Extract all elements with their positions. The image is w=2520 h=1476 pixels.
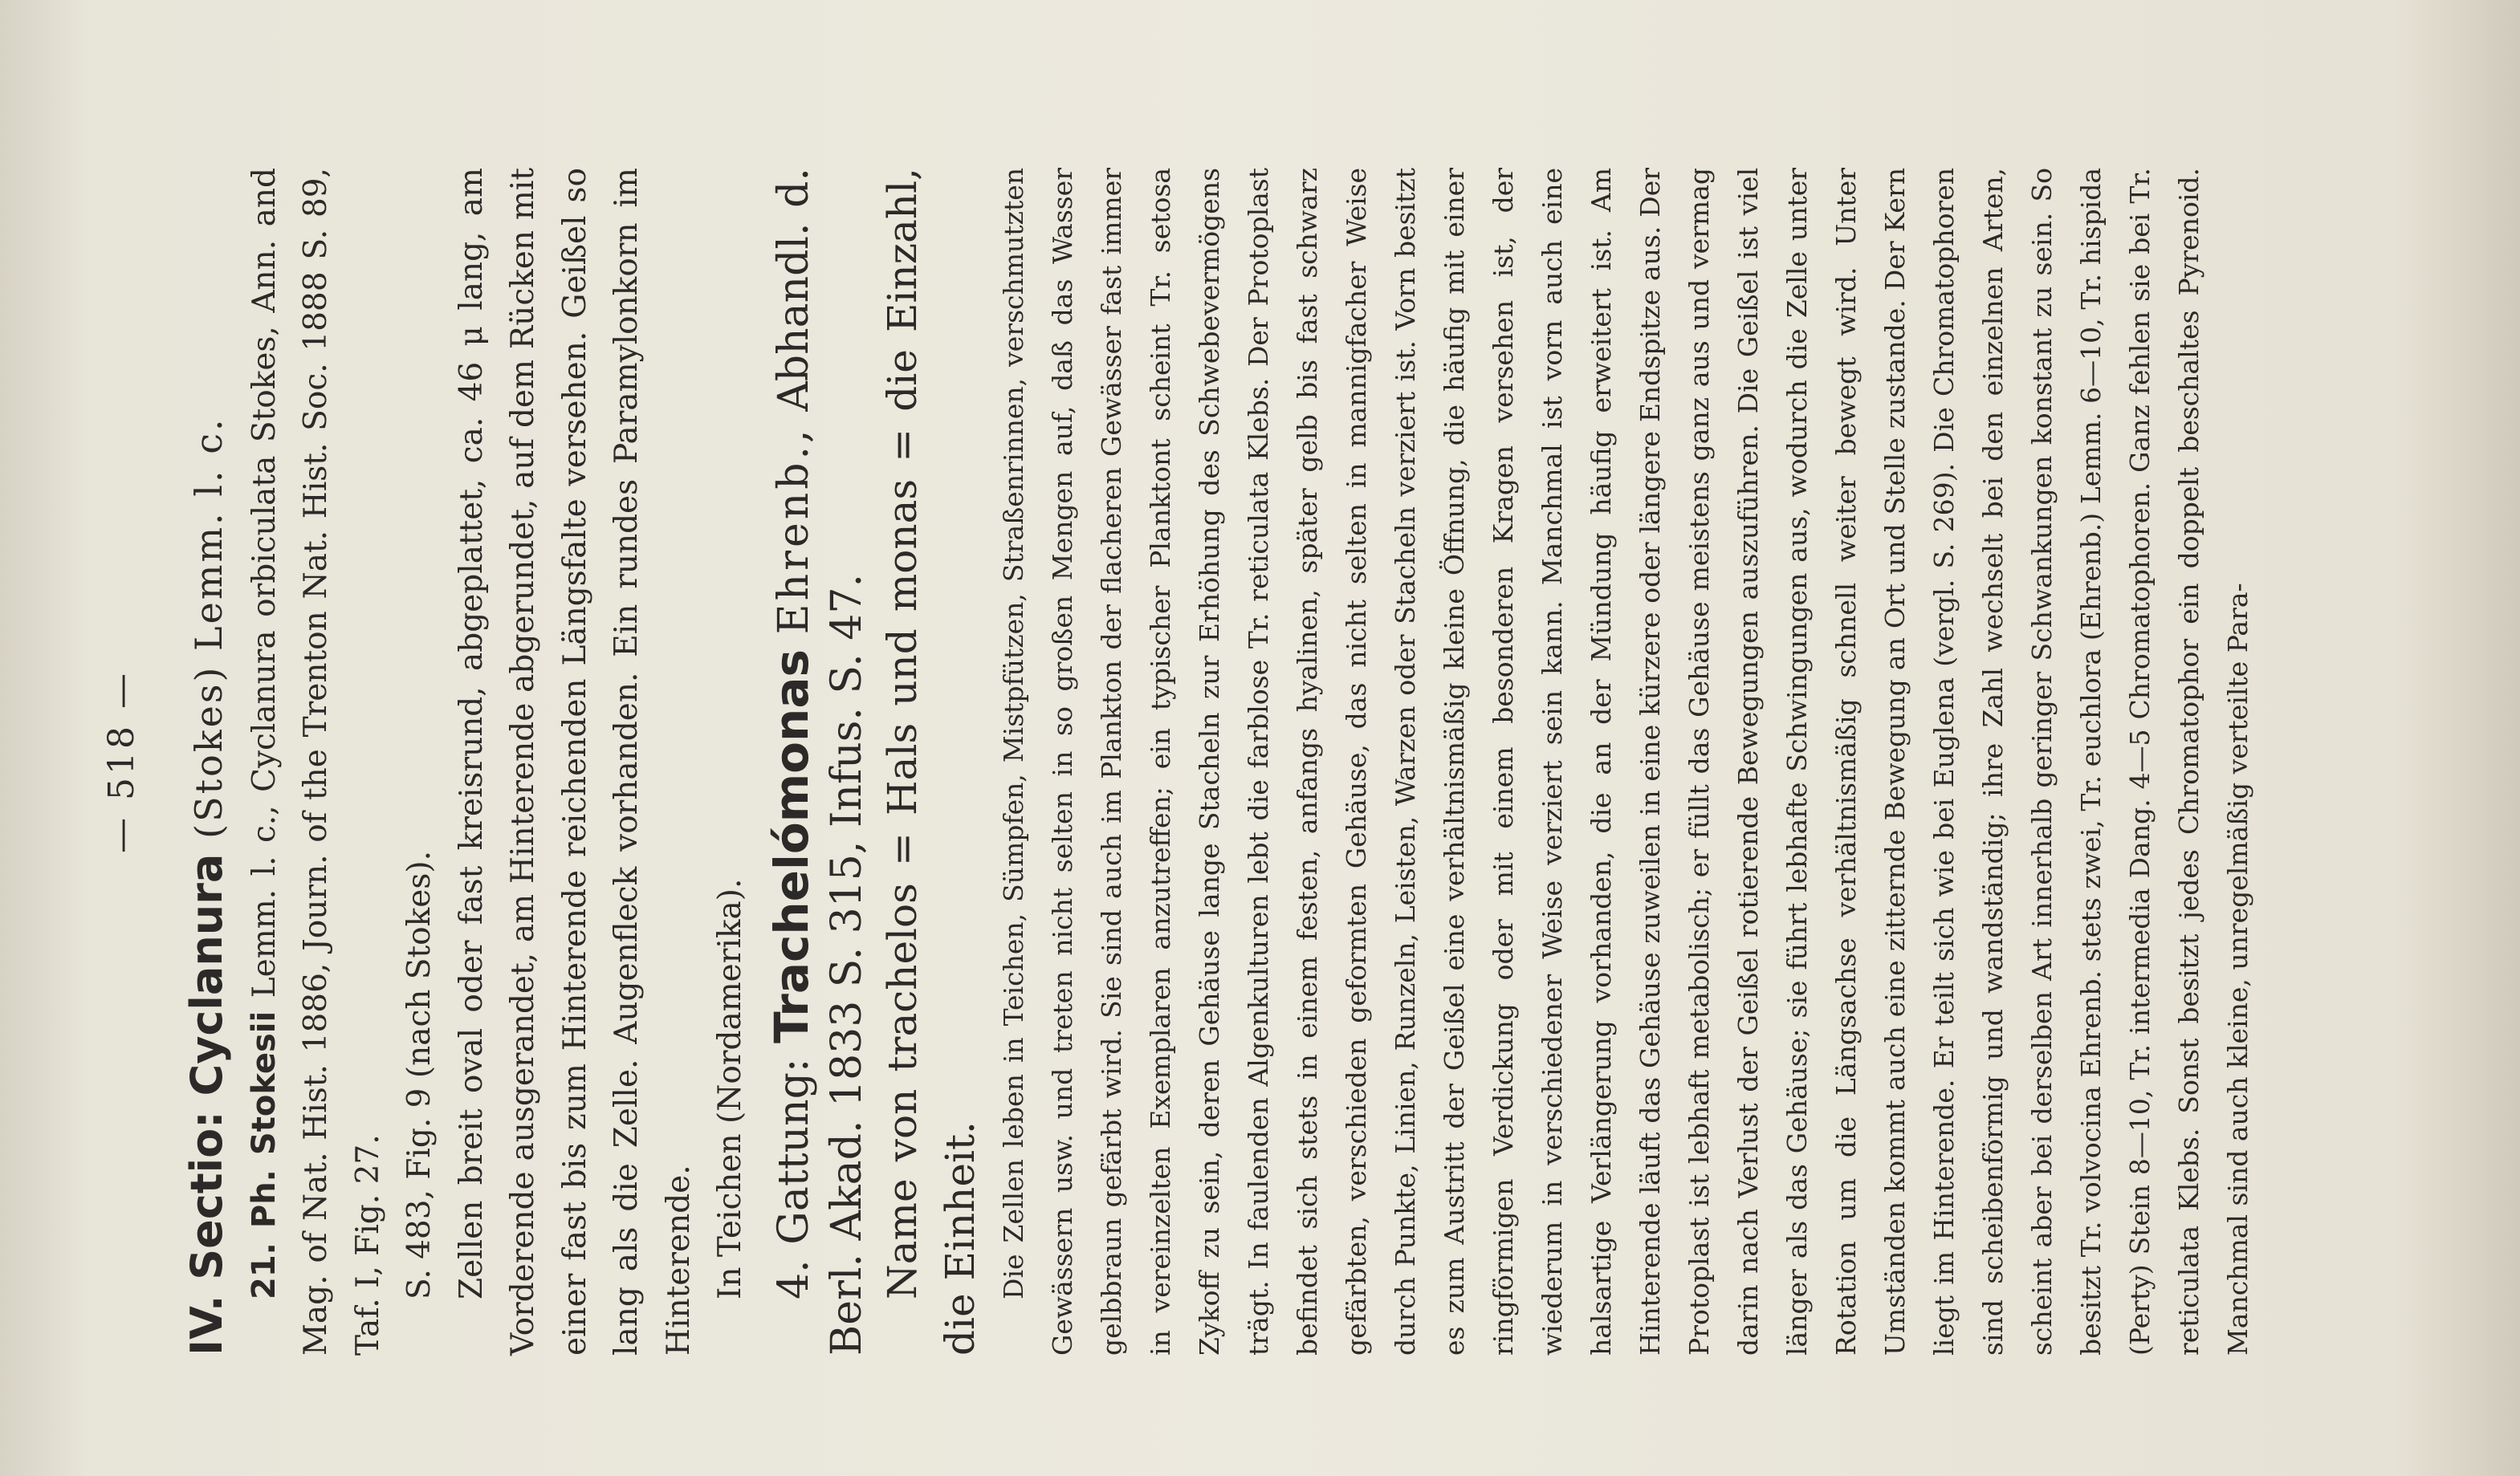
genus-author: Ehrenb., xyxy=(769,426,818,635)
genus-heading xyxy=(765,168,873,1356)
section-title: IV. Sectio: Cyclanura xyxy=(181,853,232,1356)
page-number: — 518 — xyxy=(101,670,142,853)
species-description: Zellen breit oval oder fast kreisrund, abgeplattet, ca. 46 μ lang, am Vorderende ausgerandet, am Hinterende abgerundet, auf dem Rücken mit einer fast bis zum Hinterende reichenden Längsfalte versehen. Geißel so lang als die Zelle. Augenfleck vorhanden. Ein rundes Paramylonkorn im Hinterende. xyxy=(453,168,697,1356)
species-name: 21. Ph. Stokesii xyxy=(245,1010,283,1299)
section-author: (Stokes) Lemm. l. c. xyxy=(186,417,230,839)
species-figure-ref: S. 483, Fig. 9 (nach Stokes). xyxy=(401,850,438,1299)
rotated-book-page xyxy=(32,47,2489,1476)
section-heading xyxy=(181,168,235,1356)
species-entry xyxy=(238,168,395,1356)
genus-label: 4. Gattung: xyxy=(769,1058,818,1299)
genus-citation: Abhandl. d. Berl. Akad. 1833 S. 315, Infus. S. 47. xyxy=(769,167,871,1356)
species-citation: Lemm. l. c., Cyclanura orbiculata Stokes, Ann. and Mag. of Nat. Hist. 1886, Journ. of the Trenton Nat. Hist. Soc. 1888 S. 89, Taf. I, Fig. 27. xyxy=(246,168,386,1356)
genus-name: Trachelómonas xyxy=(763,649,819,1043)
genus-description-paragraph: Die Zellen leben in Teichen, Sümpfen, Mistpfützen, Straßenrinnen, verschmutzten Gewässern usw. und treten nicht selten in so großen Mengen auf, daß das Wasser gelbbraun gefärbt wird. Sie sind auch im Plankton der flacheren Gewässer fast immer in vereinzelten Exemplaren anzutreffen; ein typischer Planktont scheint Tr. setosa Zykoff zu sein, deren Gehäuse lange Stacheln zur Erhöhung des Schwebevermögens trägt. In faulenden Algenkulturen lebt die farblose Tr. reticulata Klebs. Der Protoplast befindet sich stets in einem festen, anfangs hyalinen, später gelb bis fast schwarz gefärbten, verschieden geformten Gehäuse, das nicht selten in mannigfacher Weise durch Punkte, Linien, Runzeln, Leisten, Warzen oder Stacheln verziert ist. Vorn besitzt es zum Austritt der Geißel eine verhältnismäßig kleine Öffnung, die häufig mit einer ringförmigen Verdickung oder mit einem besonderen Kragen versehen ist, der wiederum in verschiedener Weise verziert sein kann. Manchmal ist vorn auch eine halsartige Verlängerung vorhanden, die an der Mündung häufig erweitert ist. Am Hinterende läuft das Gehäuse zuweilen in eine kürzere oder längere Endspitze aus. Der Protoplast ist lebhaft metabolisch; er füllt das Gehäuse meistens ganz aus und vermag darin nach Verlust der Geißel rotierende Bewegungen auszuführen. Die Geißel ist viel länger als das Gehäuse; sie führt lebhafte Schwingungen aus, wodurch die Zelle unter Rotation um die Längsachse verhältnismäßig schnell weiter bewegt wird. Unter Umständen kommt auch eine zitternde Bewegung an Ort und Stelle zustande. Der Kern liegt im Hinterende. Er teilt sich wie bei Euglena (vergl. S. 269). Die Chromatophoren sind scheibenförmig und wandständig; ihre Zahl wechselt bei den einzelnen Arten, scheint aber bei derselben Art innerhalb geringer Schwankungen konstant zu sein. So besitzt Tr. volvocina Ehrenb. stets zwei, Tr. euchlora (Ehrenb.) Lemm. 6—10, Tr. hispida (Perty) Stein 8—10, Tr. intermedia Dang. 4—5 Chromatophoren. Ganz fehlen sie bei Tr. reticulata Klebs. Sonst besitzt jedes Chromatophor ein doppelt beschaltes Pyrenoid. Manchmal sind auch kleine, unregelmäßig verteilte Para- xyxy=(997,168,2253,1356)
genus-etymology: Name von trachelos = Hals und monas = die Einzahl, die Einheit. xyxy=(878,168,983,1356)
species-habitat: In Teichen (Nordamerika). xyxy=(712,878,748,1299)
